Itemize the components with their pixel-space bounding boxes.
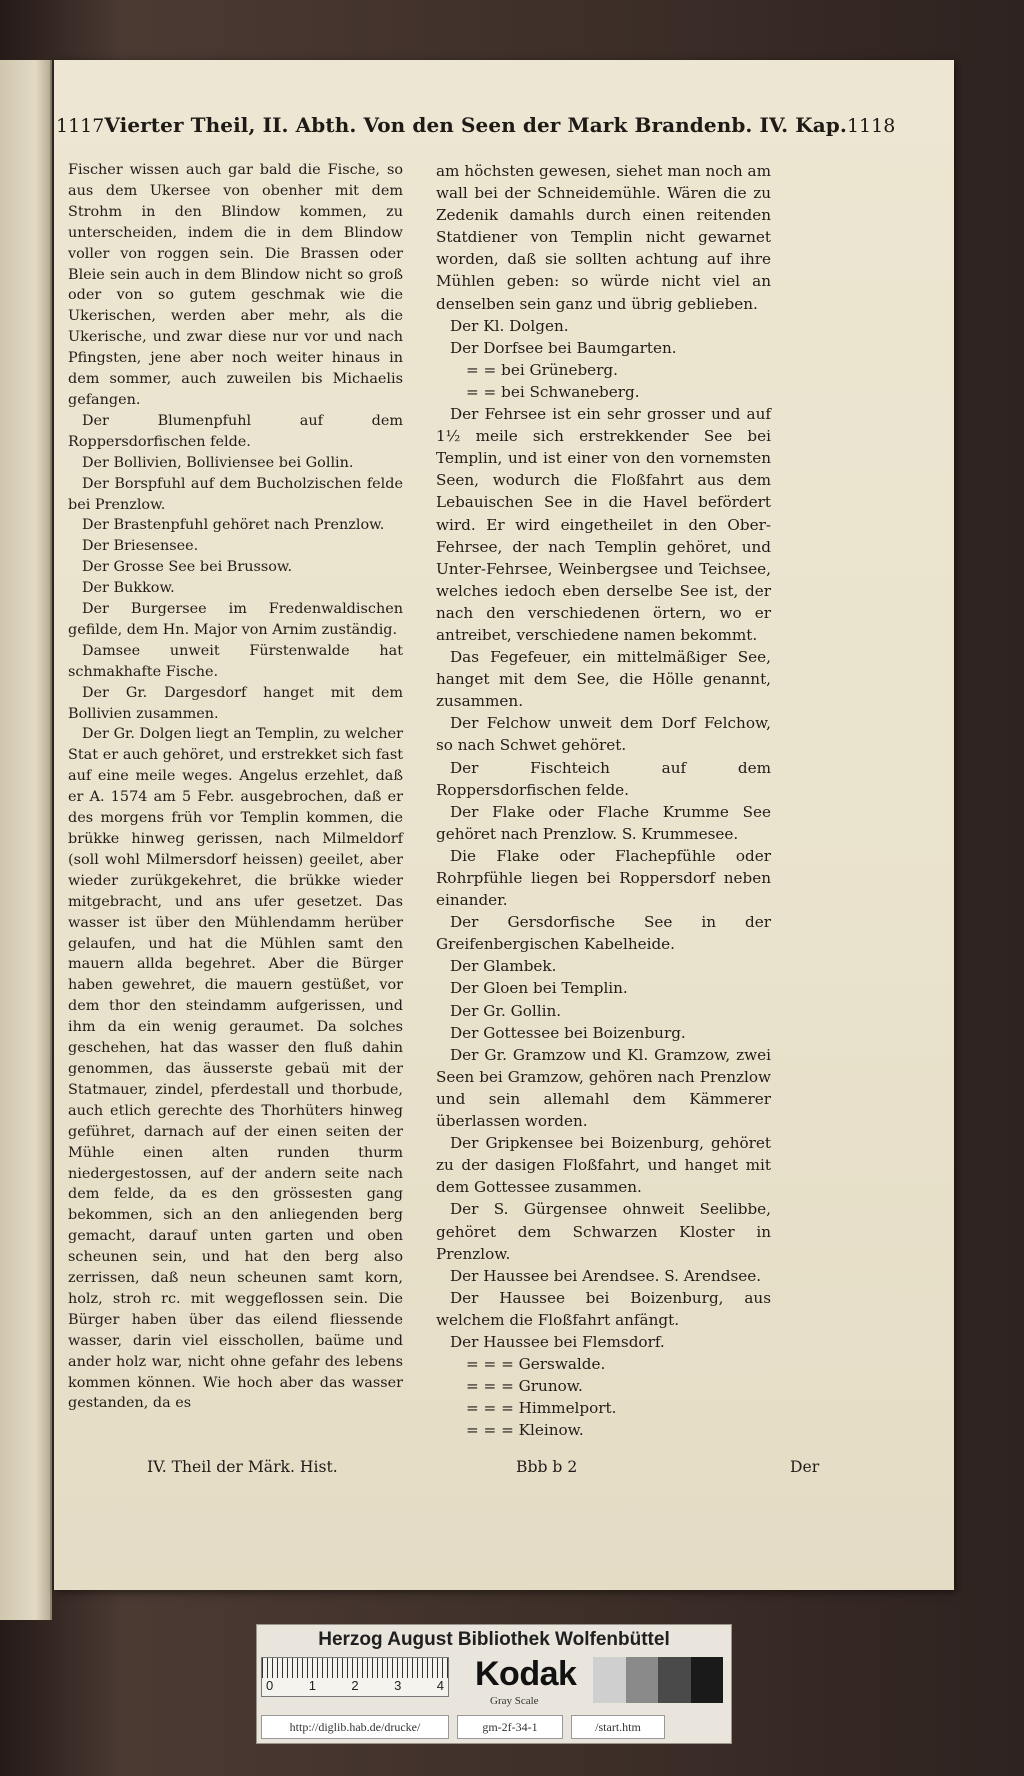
shelfmark: gm-2f-34-1: [457, 1715, 563, 1739]
lake-entry: Der Dorfsee bei Baumgarten.: [450, 338, 677, 357]
catchword: Der: [790, 1458, 820, 1476]
library-color-strip: [256, 1624, 732, 1744]
signature-mark: Bbb b 2: [516, 1458, 578, 1476]
lake-entry: Der Brastenpfuhl gehöret nach Prenzlow.: [82, 517, 385, 534]
lake-entry: Der Briesensee.: [82, 538, 199, 555]
lake-entry: Der Haussee bei Flemsdorf.: [450, 1332, 665, 1351]
gray-swatch: [593, 1657, 626, 1703]
lake-entry: Der Haussee bei Boizenburg, aus welchem die Floßfahrt anfängt.: [436, 1288, 771, 1329]
ruler-ticks: [262, 1658, 448, 1678]
page-footer: [56, 1458, 820, 1482]
gray-swatch: [626, 1657, 659, 1703]
lake-entry: Die Flake oder Flachepfühle oder Rohrpfühle liegen bei Roppersdorf neben einander.: [436, 846, 771, 910]
lake-entry: Der Gr. Dolgen liegt an Templin, zu welcher Stat er auch gehöret, und erstrekket sich fast auf eine meile weges. Angelus erzehlet, daß er A. 1574 am 5 Febr. ausgebrochen, daß er des morgens früh vor Templin kommen, die brükke hinweg gerissen, nach Milmeldorf (soll wohl Milmersdorf heissen) geeilet, aber wieder zurükgekehret, die brükke wieder mitgebracht, und ans ufer gesetzet. Das wasser ist über den Mühlendamm herüber gelaufen, und hat die Mühlen samt den mauern allda begehret. Aber die Bürger haben gewehret, die mauern gestüßet, vor dem thor den steindamm aufgerissen, und ihm da ein wenig geraumet. Da solches geschehen, hat das wasser den fluß dahin genommen, das äusserste gebaü mit der Statmauer, zindel, pferdestall und thorbude, auch etlich gerechte des Thorhüters hinweg geführet, darnach auf der einen seiten der Mühle einen alten runden thurm niedergestossen, auf der andern seite nach dem felde, da es den grössesten gang bekommen, sich an den anliegenden berg gemacht, darauf unten garten und oben scheunen sein, und hat den berg also zerrissen, daß neun scheunen samt korn, holz, stroh rc. mit weggeflossen sein. Die Bürger haben über das eilend fliessende wasser, darin viel eisschollen, baüme und ander holz war, nicht ohne gefahr des lebens kommen können. Wie hoch aber das wasser gestanden, da es: [68, 726, 403, 1412]
lake-entry: Der Bukkow.: [82, 580, 175, 597]
lake-entry: Der Flake oder Flache Krumme See gehöret nach Prenzlow. S. Krummesee.: [436, 802, 771, 843]
ditto-entry: = = bei Schwaneberg.: [466, 382, 640, 401]
lake-entry: Der Gr. Gollin.: [450, 1001, 562, 1020]
lake-entry: Der Burgersee im Fredenwaldischen gefilde, dem Hn. Major von Arnim zuständig.: [68, 601, 403, 638]
running-header: [56, 113, 896, 143]
facing-page-edge: [0, 60, 52, 1620]
lake-entry: Der Haussee bei Arendsee. S. Arendsee.: [450, 1266, 762, 1285]
lake-entry: Der Grosse See bei Brussow.: [82, 559, 293, 576]
left-page-number: 1117: [56, 115, 105, 137]
ruler-numbers: [262, 1678, 448, 1696]
page-file-link[interactable]: /start.htm: [571, 1715, 665, 1739]
lake-entry: Der Fehrsee ist ein sehr grosser und auf 1½ meile sich erstrekkender See bei Templin, und ist einer von den vornemsten Seen, wodurch die Floßfahrt aus dem Lebauischen See in die Havel befördert wird. Er wird eingetheilet in den Ober-Fehrsee, der nach Templin gehöret, und Unter-Fehrsee, Weinbergsee und Teichsee, welches iedoch eben derselbe See ist, der nach den verschiedenen örtern, wo er antreibet, verschiedene namen bekommt.: [436, 405, 771, 644]
lake-entry: Der Gloen bei Templin.: [450, 979, 628, 998]
lake-entry: Der Kl. Dolgen.: [450, 316, 569, 335]
lake-entry: Der Fischteich auf dem Roppersdorfischen felde.: [436, 758, 771, 799]
lake-entry: Der S. Gürgensee ohnweit Seelibbe, gehöret dem Schwarzen Kloster in Prenzlow.: [436, 1200, 771, 1263]
lake-entry: Der Borspfuhl auf dem Bucholzischen felde bei Prenzlow.: [68, 475, 403, 513]
gray-scale-swatches: [593, 1657, 723, 1703]
continued-paragraph: Fischer wissen auch gar bald die Fische, so aus dem Ukersee von obenher mit dem Strohm in den Blindow kommen, zu unterscheiden, indem die in dem Blindow voller von roggen sein. Die Brassen oder Bleie sein auch in dem Blindow nicht so groß oder von so gutem geschmak wie die Ukerischen, werden aber mehr, als die Ukerische, und zwar diese nur vor und nach Pfingsten, jene aber noch weiter hinaus in dem sommer, auch zuweilen bis Michaelis gefangen.: [68, 162, 403, 408]
gray-swatch: [691, 1657, 724, 1703]
lake-entry: Der Bollivien, Bolliviensee bei Gollin.: [82, 454, 354, 471]
ruler-number: 3: [394, 1678, 402, 1693]
ruler-number: 2: [351, 1678, 359, 1693]
lake-entry: Der Gr. Dargesdorf hanget mit dem Bollivien zusammen.: [68, 684, 403, 722]
ditto-entry: = = = Kleinow.: [466, 1421, 584, 1440]
library-name: Herzog August Bibliothek Wolfenbüttel: [318, 1629, 670, 1650]
library-url[interactable]: http://diglib.hab.de/drucke/: [261, 1715, 449, 1739]
right-page-number: 1118: [846, 115, 896, 137]
ditto-entry: = = = Himmelport.: [466, 1399, 617, 1418]
lake-entry: Der Gottessee bei Boizenburg.: [450, 1023, 686, 1042]
header-title: Vierter Theil, II. Abth. Von den Seen der Mark Brandenb. IV. Kap.: [104, 113, 847, 137]
lake-entry: Der Gripkensee bei Boizenburg, gehöret zu der dasigen Floßfahrt, und hanget mit dem Gottessee zusammen.: [436, 1134, 771, 1197]
gray-swatch: [658, 1657, 691, 1703]
lake-entry: Damsee unweit Fürstenwalde hat schmakhafte Fische.: [68, 642, 403, 680]
lake-entry: Der Felchow unweit dem Dorf Felchow, so nach Schwet gehöret.: [436, 714, 771, 755]
ruler-number: 4: [436, 1678, 444, 1693]
lake-entry: Der Gersdorfische See in der Greifenbergischen Kabelheide.: [436, 913, 771, 954]
lake-entry: Der Gr. Gramzow und Kl. Gramzow, zwei Seen bei Gramzow, gehören nach Prenzlow und sein allemahl dem Kämmerer überlassen worden.: [436, 1045, 771, 1131]
ruler-number: 1: [308, 1678, 316, 1693]
ditto-entry: = = = Gerswalde.: [466, 1355, 606, 1374]
lake-entry: Der Blumenpfuhl auf dem Roppersdorfischen felde.: [68, 412, 403, 450]
kodak-logo: Kodak: [475, 1655, 577, 1693]
lake-entry: Der Glambek.: [450, 957, 557, 976]
right-text-column: [436, 160, 771, 1441]
ditto-entry: = = = Grunow.: [466, 1377, 583, 1396]
scale-ruler: [261, 1657, 449, 1697]
lake-entry: Das Fegefeuer, ein mittelmäßiger See, hanget mit dem See, die Hölle genannt, zusammen.: [436, 648, 771, 711]
continued-paragraph: am höchsten gewesen, siehet man noch am wall bei der Schneidemühle. Wären die zu Zedenik damahls durch einen reitenden Statdiener von Templin nicht gewarnet worden, daß sie sollten achtung auf ihre Mühlen geben: so würde nicht viel an denselben sein ganz und übrig geblieben.: [436, 162, 771, 313]
left-text-column: [68, 160, 403, 1414]
gray-scale-label: Gray Scale: [490, 1695, 539, 1707]
signature-line: IV. Theil der Märk. Hist.: [147, 1458, 338, 1476]
ditto-entry: = = bei Grüneberg.: [466, 360, 618, 379]
ruler-number: 0: [266, 1678, 274, 1693]
